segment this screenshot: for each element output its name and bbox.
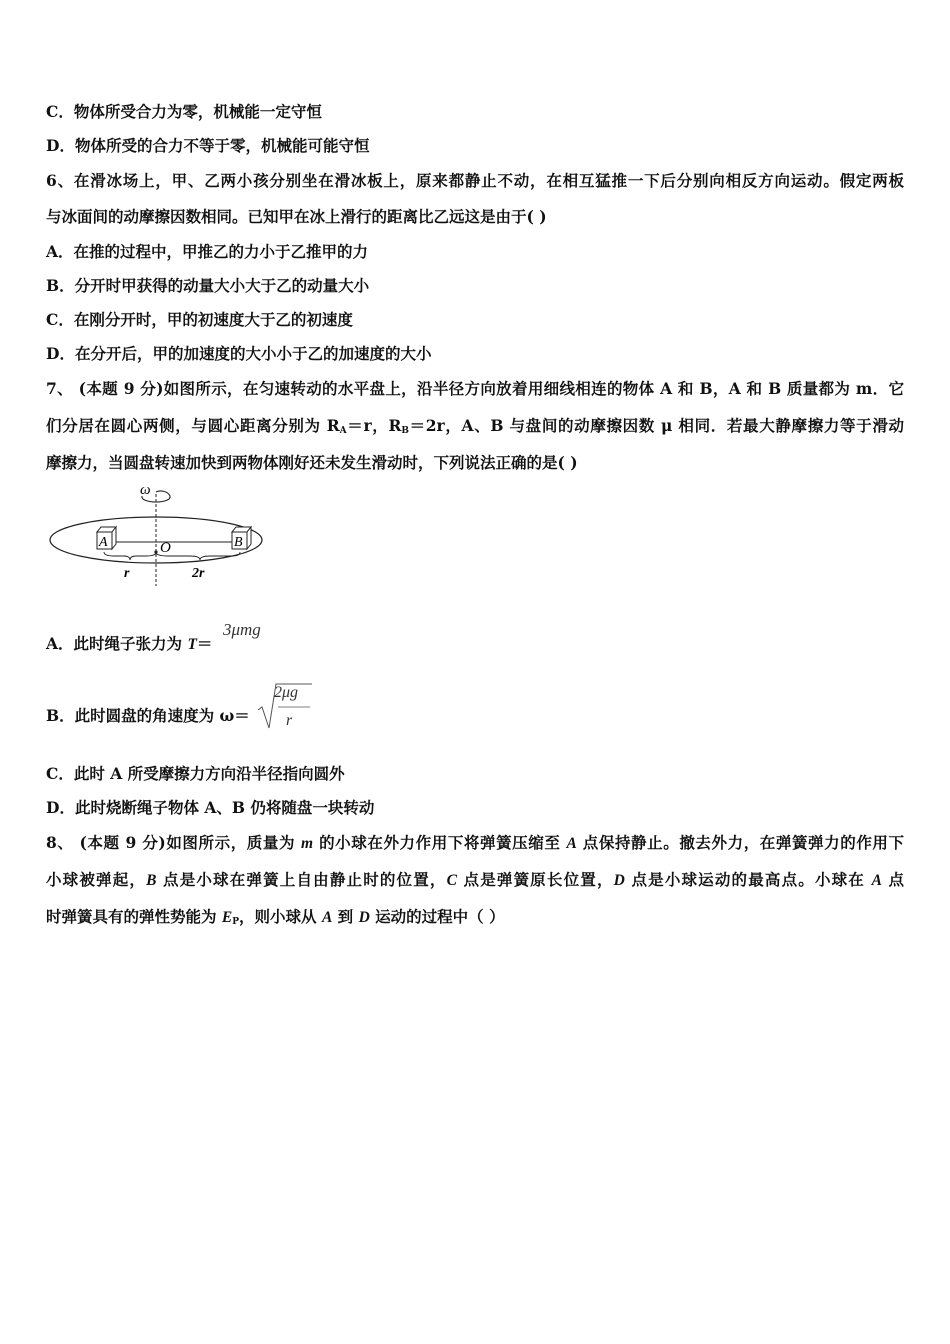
q6-option-c: C．在刚分开时，甲的初速度大于乙的初速度	[46, 310, 353, 329]
q6-option-a: A．在推的过程中，甲推乙的力小于乙推甲的力	[46, 242, 369, 261]
q5-option-c: C．物体所受合力为零，机械能一定守恒	[46, 102, 322, 121]
q7-stem-line3: 摩擦力，当圆盘转速加快到两物体刚好还未发生滑动时，下列说法正确的是( )	[46, 453, 578, 472]
q7-option-d: D．此时烧断绳子物体 A、B 仍将随盘一块转动	[46, 798, 375, 817]
q6-stem-line1: 6、在滑冰场上，甲、乙两小孩分别坐在滑冰板上，原来都静止不动，在相互猛推一下后分别向相反方向运动。假定两板	[46, 171, 904, 190]
q8-stem-line3: 时弹簧具有的弹性势能为 $E_P$，则小球从 A 到 D 运动的过程中（ ）	[46, 907, 505, 927]
q7-stem-line1: 7、 (本题 9 分)如图所示，在匀速转动的水平盘上，沿半径方向放着用细线相连的物体 A 和 B，A 和 B 质量都为 m．它	[46, 379, 904, 398]
q6-option-b: B．分开时甲获得的动量大小大于乙的动量大小	[46, 276, 370, 295]
block-b-label: B	[234, 535, 243, 550]
block-b	[232, 527, 251, 550]
q5-option-d: D．物体所受的合力不等于零，机械能可能守恒	[46, 136, 370, 155]
q8-stem-line1: 8、 (本题 9 分)如图所示，质量为 m 的小球在外力作用下将弹簧压缩至 A 点保持静止。撤去外力，在弹簧弹力的作用下	[46, 833, 905, 852]
q7-option-b-denominator: r	[286, 712, 293, 729]
q7-stem-line2: 们分居在圆心两侧，与圆心距离分别为 $R_A=r$，$R_B=2r$，A、B 与盘间的动摩擦因数 μ 相同．若最大静摩擦力等于滑动	[46, 416, 904, 436]
q8-stem-line2: 小球被弹起，B 点是小球在弹簧上自由静止时的位置，C 点是弹簧原长位置，D 点是小球运动的最高点。小球在 A 点	[46, 870, 904, 889]
q7-option-b: B．此时圆盘的角速度为 ω＝	[46, 706, 250, 725]
r-label: r	[124, 566, 130, 581]
q7-option-a: A．此时绳子张力为 T＝	[46, 634, 213, 653]
omega-label: ω	[140, 482, 151, 498]
q7-option-c: C．此时 A 所受摩擦力方向沿半径指向圆外	[46, 764, 345, 783]
center-label: O	[160, 540, 171, 556]
q7-disk-figure	[44, 480, 268, 590]
block-a-label: A	[99, 535, 108, 550]
q6-option-d: D．在分开后，甲的加速度的大小小于乙的加速度的大小	[46, 344, 432, 363]
brace-r	[104, 552, 156, 560]
block-a	[97, 527, 116, 550]
2r-label: 2r	[192, 566, 205, 581]
q7-option-b-numerator: 2μg	[274, 684, 299, 701]
q7-option-a-formula: 3μmg	[223, 620, 261, 639]
q6-stem-line2: 与冰面间的动摩擦因数相同。已知甲在冰上滑行的距离比乙远这是由于( )	[46, 207, 547, 226]
